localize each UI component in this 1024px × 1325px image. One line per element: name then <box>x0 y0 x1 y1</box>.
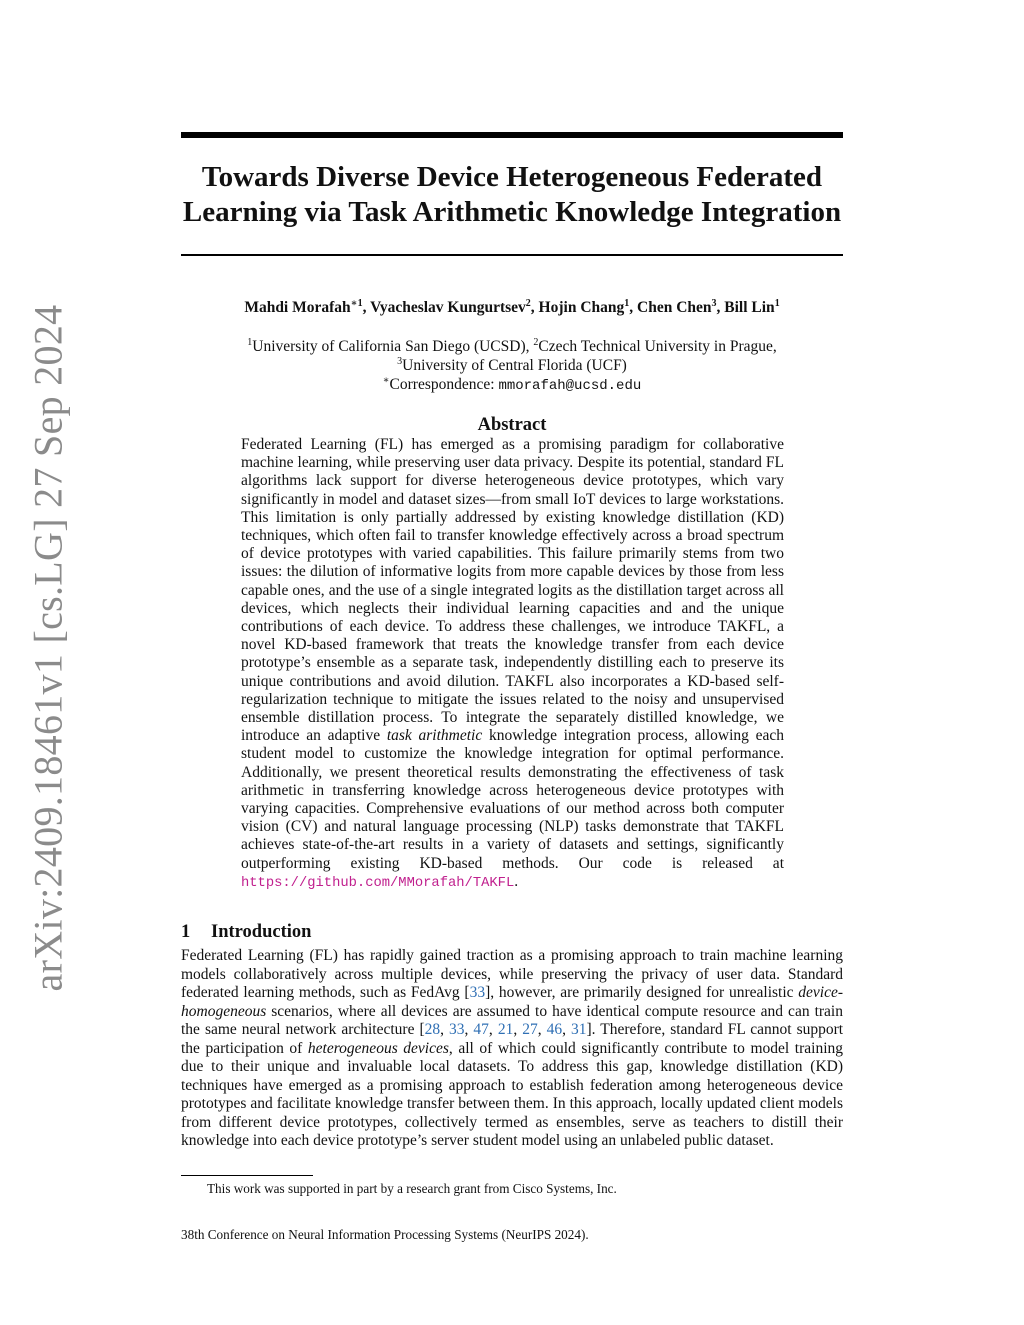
venue-note: 38th Conference on Neural Information Processing Systems (NeurIPS 2024). <box>181 1227 589 1242</box>
emphasis: device-homogeneous <box>181 984 844 1020</box>
arxiv-stamp: arXiv:2409.18461v1 [cs.LG] 27 Sep 2024 <box>25 304 71 992</box>
title-rule-top <box>181 132 843 138</box>
citation-link[interactable]: 33 <box>469 984 486 1001</box>
author: Hojin Chang$^1$, <box>538 297 638 316</box>
author: Chen Chen$^3$, <box>637 297 725 316</box>
abstract-heading: Abstract <box>477 415 547 435</box>
author: Mahdi Morafah$^{∗1}$, <box>244 297 371 316</box>
affiliation-line-1: $^1$University of California San Diego (UCSD), $^2$Czech Technical University in Prague, <box>247 336 777 355</box>
footnote-rule <box>181 1175 313 1176</box>
abstract-body: Federated Learning (FL) has emerged as a promising paradigm for collaborative machine learning, while preserving user data privacy. Despite its potential, standard FL algorithms lack support for diverse heterogeneous device prototypes, which vary significantly in model and dataset sizes—from small IoT devices to large workstations. This limitation is only partially addressed by existing knowledge distillation (KD) techniques, which often fail to transfer knowledge effectively across a broad spectrum of device prototypes with varied capabilities. This failure primarily stems from two issues: the dilution of informative logits from more capable devices by those from less capable ones, and the use of a single integrated logits as the distillation target across all devices, which neglects their individual learning capacities and and the unique contributions of each device. To address these challenges, we introduce TAKFL, a novel KD-based framework that treats the knowledge transfer from each device prototype’s ensemble as a separate task, independently distilling each to preserve its unique contributions and avoid dilution. TAKFL also incorporates a KD-based self-regularization technique to mitigate the issues related to the noisy and unsupervised ensemble distillation process. To integrate the separately distilled knowledge, we introduce an adaptive task arithmetic knowledge integration process, allowing each student model to customize the knowledge integration for optimal performance. Additionally, we present theoretical results demonstrating the effectiveness of task arithmetic in transferring knowledge across heterogeneous device prototypes with varying capacities. Comprehensive evaluations of our method across both computer vision (CV) and natural language processing (NLP) tasks demonstrate that TAKFL achieves state-of-the-art results in a variety of datasets and settings, significantly outperforming existing KD-based methods. Our code is released at https://github.com/MMorafah/TAKFL. <box>241 436 784 891</box>
affiliation-line-2: $^3$University of Central Florida (UCF) <box>397 355 627 374</box>
title-line-1: Towards Diverse Device Heterogeneous Federated <box>201 161 823 193</box>
correspondence: ∗Correspondence: mmorafah@ucsd.edu <box>382 374 642 394</box>
affiliations <box>181 337 843 396</box>
code-link[interactable]: https://github.com/MMorafah/TAKFL <box>241 875 515 891</box>
emphasis: task arithmetic <box>386 727 483 745</box>
footnote: This work was supported in part by a research grant from Cisco Systems, Inc. <box>207 1181 617 1196</box>
correspondence-email[interactable]: mmorafah@ucsd.edu <box>498 378 642 394</box>
citation-link[interactable]: 28 <box>424 1021 441 1038</box>
section-title: Introduction <box>211 922 312 942</box>
emphasis: heterogeneous devices <box>307 1039 449 1057</box>
citation-link[interactable]: 33 <box>449 1021 465 1038</box>
author: Bill Lin$^1$ <box>724 297 780 316</box>
section-number: 1 <box>181 922 191 942</box>
author-list <box>181 297 843 319</box>
title-rule-bottom <box>181 254 843 256</box>
introduction-paragraph: Federated Learning (FL) has rapidly gained traction as a promising approach to train machine learning models collaboratively across multiple devices, while preserving the privacy of user data. Standard federated learning methods, such as FedAvg [33], however, are primarily designed for unrealistic device-homogeneous scenarios, where all devices are assumed to have identical compute resource and can train the same neural network architecture [28, 33, 47, 21, 27, 46, 31]. Therefore, standard FL cannot support the participation of heterogeneous devices, all of which could significantly contribute to model training due to their unique and invaluable local datasets. To address this gap, knowledge distillation (KD) techniques have emerged as a promising approach to establish federation among heterogeneous device prototypes and facilitate knowledge transfer between them. In this approach, locally updated client models from different device prototypes, collectively termed as ensembles, serve as teachers to distill their knowledge into each device prototype’s server student model using an unlabeled public dataset. <box>181 947 844 1149</box>
paper-title <box>181 160 843 230</box>
title-line-2: Learning via Task Arithmetic Knowledge Integration <box>182 196 842 228</box>
citation-link[interactable]: 31 <box>570 1021 587 1038</box>
citation-link[interactable]: 46 <box>546 1021 563 1038</box>
citation-link[interactable]: 21 <box>497 1021 514 1038</box>
citation-link[interactable]: 27 <box>522 1021 538 1038</box>
section-heading-introduction <box>181 920 843 944</box>
citation-link[interactable]: 47 <box>473 1021 489 1038</box>
author: Vyacheslav Kungurtsev$^2$, <box>370 297 539 316</box>
